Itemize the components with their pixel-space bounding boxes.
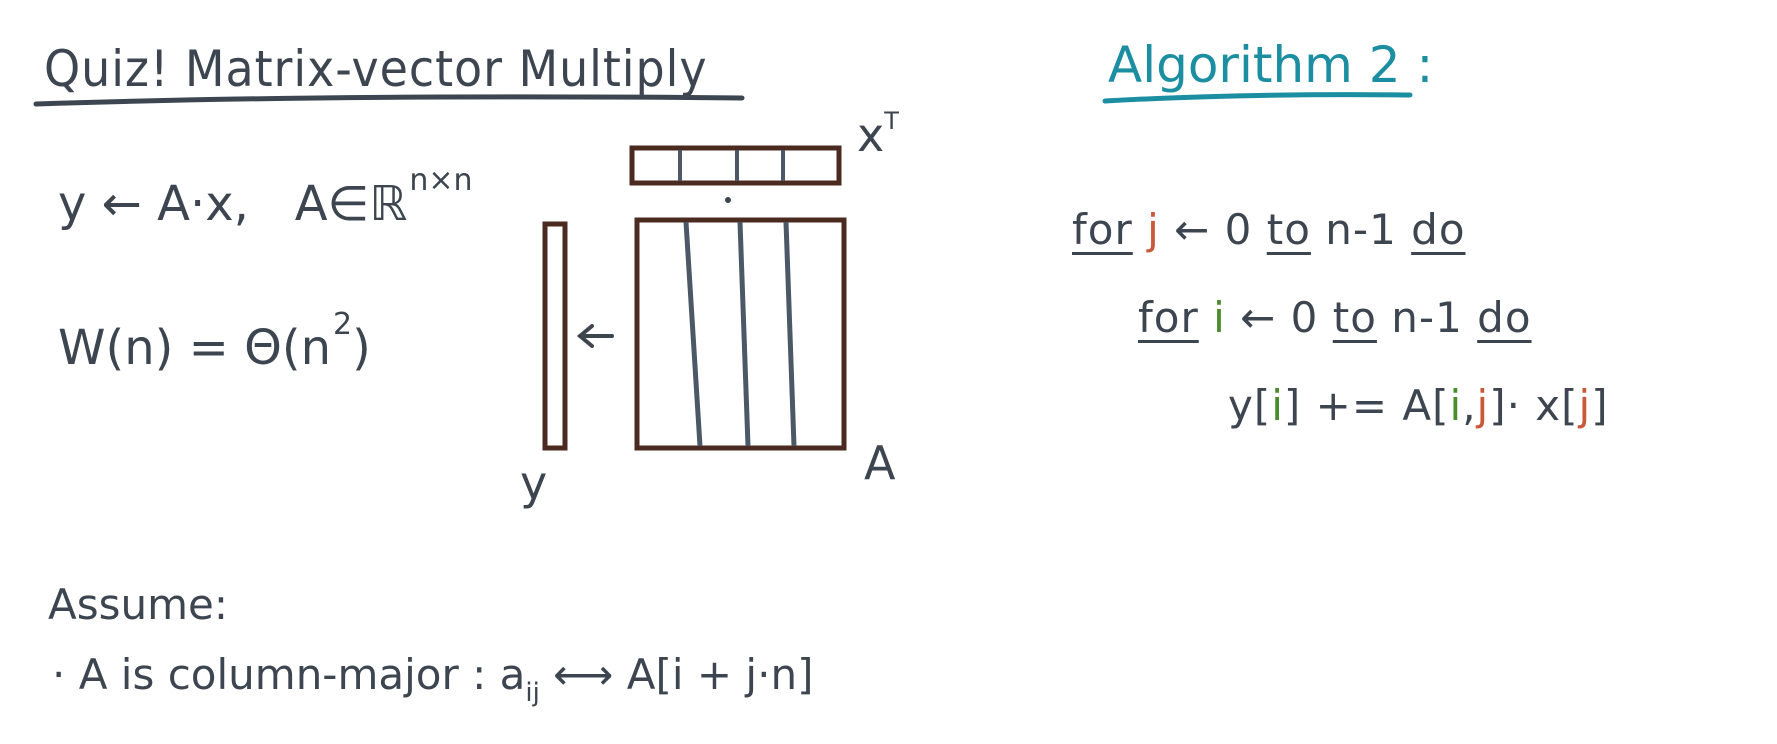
assume-mapping-arrow: ⟷ <box>553 650 614 699</box>
algorithm-title: Algorithm 2 : <box>1108 36 1434 94</box>
assume-bullet: · <box>52 650 66 699</box>
index-i: i <box>1449 381 1463 430</box>
loop-bound: n-1 <box>1325 205 1397 254</box>
label-x-sup: T <box>884 107 899 135</box>
algorithm-line-2 <box>1138 293 1532 342</box>
keyword-for: for <box>1072 205 1133 254</box>
loop-var-j: j <box>1147 205 1160 254</box>
index-j: j <box>1578 381 1592 430</box>
index-j: j <box>1476 381 1490 430</box>
label-x: x <box>857 108 885 162</box>
assume-elem: a <box>499 650 526 699</box>
domain-lhs: A <box>294 176 328 232</box>
multiply-dot <box>725 197 731 203</box>
algorithm-line-1 <box>1072 205 1466 254</box>
matrix-A <box>637 220 844 448</box>
work-exponent: 2 <box>333 307 353 342</box>
assume-index: A[i + j·n] <box>626 650 814 699</box>
work-equation <box>58 307 371 376</box>
assign-arrow: ← <box>101 176 142 232</box>
work-close: ) <box>352 320 371 376</box>
result-arrow <box>580 326 612 346</box>
loop-init: ← 0 <box>1240 293 1319 342</box>
algorithm-title-underline <box>1105 95 1410 101</box>
loop-bound: n-1 <box>1391 293 1463 342</box>
y-close: ] += A[ <box>1283 381 1450 430</box>
work-lhs: W(n) = Θ(n <box>58 320 331 376</box>
keyword-to: to <box>1332 293 1377 342</box>
comma: , <box>1462 381 1477 430</box>
assume-elem-sub: ij <box>525 678 540 708</box>
index-i: i <box>1271 381 1284 430</box>
y-open: y[ <box>1228 381 1272 430</box>
x-transpose-vector <box>632 148 839 183</box>
label-x-transpose <box>857 108 899 162</box>
loop-init: ← 0 <box>1174 205 1253 254</box>
a-close: ]· x[ <box>1489 381 1579 430</box>
keyword-do: do <box>1477 293 1532 342</box>
label-y: y <box>520 456 548 510</box>
assign-lhs: y <box>58 176 87 232</box>
loop-var-i: i <box>1213 293 1226 342</box>
domain-in: ∈ <box>327 176 370 232</box>
assume-heading: Assume: <box>48 580 229 629</box>
domain-exponent: n×n <box>409 163 473 198</box>
assume-text: A is column-major : <box>78 650 487 699</box>
y-vector <box>545 224 565 448</box>
x-close: ] <box>1591 381 1609 430</box>
algorithm-line-3 <box>1228 381 1609 430</box>
domain-set: ℝ <box>369 176 408 232</box>
keyword-for: for <box>1138 293 1199 342</box>
assume-line <box>52 650 814 708</box>
assign-rhs: A·x, <box>157 176 249 232</box>
quiz-title: Quiz! Matrix-vector Multiply <box>44 40 708 98</box>
label-A: A <box>864 436 896 490</box>
keyword-to: to <box>1266 205 1311 254</box>
keyword-do: do <box>1411 205 1466 254</box>
assignment-equation <box>58 163 473 232</box>
